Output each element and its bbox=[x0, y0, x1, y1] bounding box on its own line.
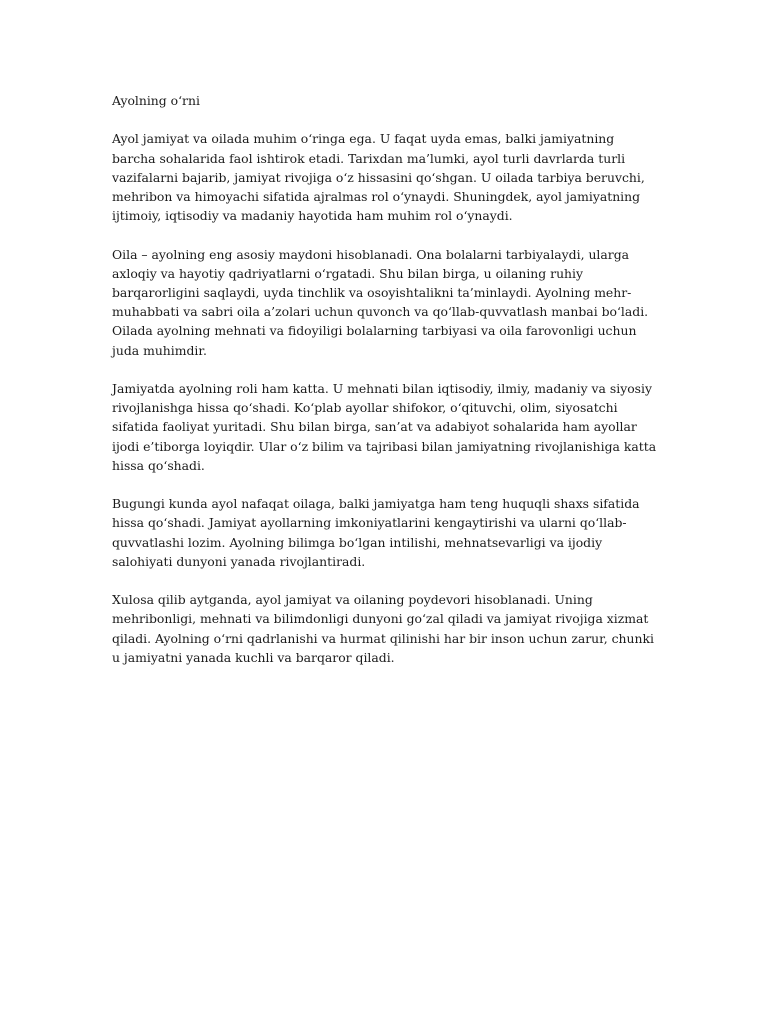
document-title: Ayolning o‘rni bbox=[112, 93, 200, 108]
paragraph-3: Jamiyatda ayolning roli ham katta. U mehnati bilan iqtisodiy, ilmiy, madaniy va siyosiy rivojlanishga hissa qo‘shadi. Ko‘plab ayollar shifokor, o‘qituvchi, olim, siyosatchi sifatida faoliyat yuritadi. Shu bilan birga, san’at va adabiyot sohalarida ham ayollar ijodi e’tiborga loyiqdir. Ular o‘z bilim va tajribasi bilan jamiyatning rivojlanishiga katta hissa qo‘shadi. bbox=[112, 381, 657, 473]
document-page bbox=[112, 91, 657, 686]
paragraph-4: Bugungi kunda ayol nafaqat oilaga, balki jamiyatga ham teng huquqli shaxs sifatida hissa qo‘shadi. Jamiyat ayollarning imkoniyatlarini kengaytirishi va ularni qo‘llab-quvvatlashi lozim. Ayolning bilimga bo‘lgan intilishi, mehnatsevarligi va ijodiy salohiyati dunyoni yanada rivojlantiradi. bbox=[112, 496, 640, 569]
paragraph-5: Xulosa qilib aytganda, ayol jamiyat va oilaning poydevori hisoblanadi. Uning mehribonligi, mehnati va bilimdonligi dunyoni go‘zal qiladi va jamiyat rivojiga xizmat qiladi. Ayolning o‘rni qadrlanishi va hurmat qilinishi har bir inson uchun zarur, chunki u jamiyatni yanada kuchli va barqaror qiladi. bbox=[112, 592, 654, 665]
paragraph-1: Ayol jamiyat va oilada muhim o‘ringa ega. U faqat uyda emas, balki jamiyatning barcha sohalarida faol ishtirok etadi. Tarixdan ma’lumki, ayol turli davrlarda turli vazifalarni bajarib, jamiyat rivojiga o‘z hissasini qo‘shgan. U oilada tarbiya beruvchi, mehribon va himoyachi sifatida ajralmas rol o‘ynaydi. Shuningdek, ayol jamiyatning ijtimoiy, iqtisodiy va madaniy hayotida ham muhim rol o‘ynaydi. bbox=[112, 131, 645, 224]
paragraph-2: Oila – ayolning eng asosiy maydoni hisoblanadi. Ona bolalarni tarbiyalaydi, ularga axloqiy va hayotiy qadriyatlarni o‘rgatadi. Shu bilan birga, u oilaning ruhiy barqarorligini saqlaydi, uyda tinchlik va osoyishtalikni ta’minlaydi. Ayolning mehr-muhabbati va sabri oila a’zolari uchun quvonch va qo‘llab-quvvatlash manbai bo‘ladi. Oilada ayolning mehnati va fidoyiligi bolalarning tarbiyasi va oila farovonligi uchun juda muhimdir. bbox=[112, 246, 649, 358]
